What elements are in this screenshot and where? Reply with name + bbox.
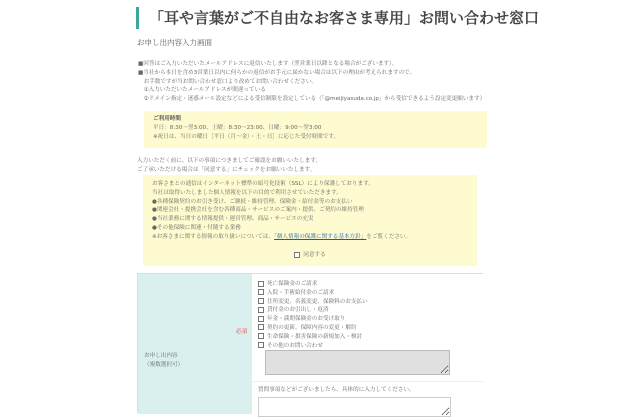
option-checkbox[interactable] [258,306,368,315]
privacy-line: お客さまとの通信はインターネット標準の暗号化技術（SSL）により保護しております。 [152,181,374,187]
privacy-line: ●その他保険に関連・付随する業務 [152,224,241,231]
privacy-line: ●各種保険契約のお引き受け、ご継続・維持管理、保険金・給付金等のお支払い [152,198,353,205]
option-list [258,280,368,350]
hours-line: 平日：8:30〜翌3:00、土曜：8:30〜23:00、日曜：9:00〜翌3:00 [153,124,322,131]
privacy-line: ●関連会社・提携会社を含む各種商品・サービスのご案内・提供、ご契約の維持管理 [152,207,364,214]
option-checkbox[interactable] [258,324,368,333]
intro-line: 入力いただく前に、以下の事項につきましてご確認をお願いいたします。 [137,158,322,164]
option-label: 死亡保険金のご請求 [267,281,318,287]
field-label-note: （複数選択可） [144,361,184,368]
checkbox-icon[interactable] [258,324,264,330]
other-inquiry-textarea[interactable] [265,350,450,375]
option-label: 住所変更、名義変更、保険料のお支払い [267,298,368,305]
option-checkbox[interactable] [258,315,368,324]
divider [253,381,483,382]
intro [137,157,321,175]
checkbox-icon[interactable] [258,289,264,295]
option-checkbox[interactable] [258,333,368,342]
checkbox-icon[interactable] [258,333,264,339]
required-badge: 必須 [236,329,248,335]
note-line: お手数ですが当お問い合わせ窓口より改めてお問い合わせください。 [138,78,318,85]
checkbox-icon[interactable] [258,316,264,322]
privacy-line: ●当社業務に関する情報提供・運営管理、商品・サービスの充実 [152,216,314,223]
note-line: ■当社から本日を含め3営業日以内に何らかの返信がお手元に届かない場合は以下の理由が考えられますので、 [138,69,416,76]
question-label: 質問事項などがございましたら、具体的に入力してください。 [258,387,415,393]
checkbox-icon[interactable] [258,298,264,304]
field-label [144,352,183,370]
checkbox-icon[interactable] [258,281,264,287]
privacy-box [143,175,477,266]
option-label: 貸付金のお引出し・返済 [267,307,329,314]
form-label-column [138,274,252,414]
hours-heading: ご利用時間 [153,116,181,122]
privacy-line: 当社は取得いたしました個人情報を以下の目的で利用させていただきます。 [152,189,342,196]
checkbox-icon[interactable] [258,307,264,313]
option-label: 契約の更新、保障内容の変更・解約 [267,324,357,331]
hours-note: ※祝日は、当日の曜日［平日（月〜金）・土・日］に応じた受付時間です。 [153,133,340,140]
privacy-note-text: をご覧ください。 [366,233,412,240]
field-label-text: お申し出内容 [144,353,178,359]
question-textarea[interactable] [258,397,451,417]
hours-box [144,111,487,148]
option-checkbox[interactable] [258,289,368,298]
option-label: 入院・手術給付金のご請求 [267,289,335,296]
option-label: 生命保険・損害保険の新規加入・検討 [267,333,363,340]
option-label: その他のお問い合わせ [267,342,323,349]
privacy-note-text: ※お客さまに関する情報の取り扱いについては、 [152,233,275,240]
checkbox-icon[interactable] [294,252,300,258]
intro-line: ご了承いただける場合は「同意する」にチェックをお願いいたします。 [137,166,316,173]
note-line: ①入力いただいたメールアドレスが間違っている [138,87,266,94]
agree-checkbox[interactable] [143,251,477,260]
note-line: ■回答はご入力いただいたメールアドレスに返信いたします（翌営業日以降となる場合がございます）。 [138,61,398,67]
checkbox-icon[interactable] [258,342,264,348]
privacy-note [152,233,468,242]
privacy-policy-link[interactable]: 「個人情報の保護に関する基本方針」 [274,233,367,240]
option-label: 年金・満期保険金のお受け取り [267,316,346,323]
page-subtitle: お申し出内容入力画面 [137,38,212,47]
agree-label: 同意する [303,252,326,258]
inquiry-form [137,273,483,413]
page-title: 「耳や言葉がご不自由なお客さま専用」お問い合わせ窓口 [136,7,539,29]
option-checkbox[interactable] [258,280,368,289]
option-checkbox[interactable] [258,298,368,307]
note-line: ②ドメイン指定・迷惑メール設定などによる受信制限を設定している（「@meijiyasuda.co.jp」から受信できるよう設定変更願います） [138,96,486,103]
notes [138,60,485,104]
